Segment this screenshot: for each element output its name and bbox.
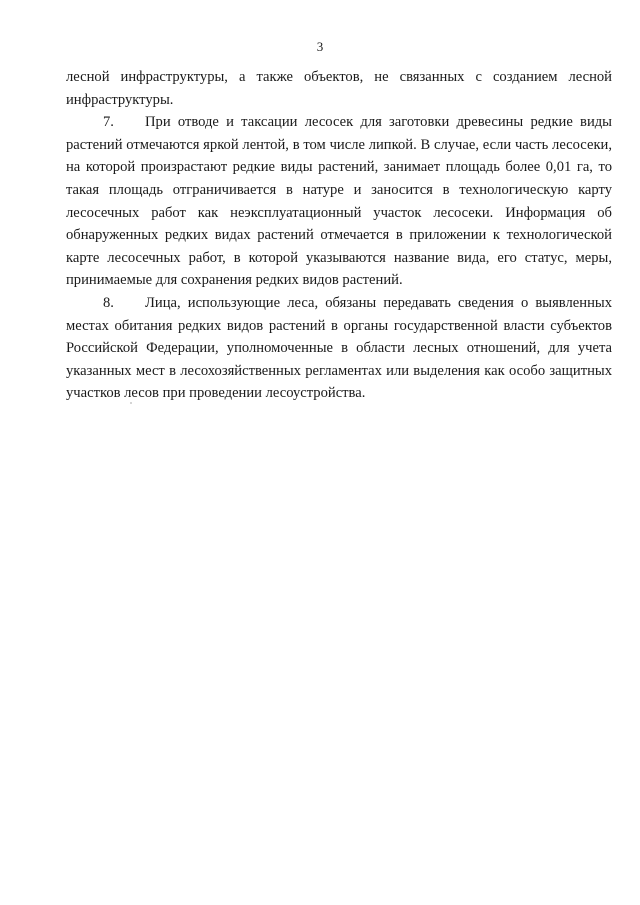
paragraph-8 — [66, 292, 612, 405]
paragraph-number: 8. — [103, 294, 114, 311]
scan-speck — [130, 402, 132, 404]
page-number: 3 — [316, 39, 324, 54]
paragraph-text: При отводе и таксации лесосек для заготовки древесины редкие виды растений отмечаются яркой лентой, в том числе липкой. В случае, если часть лесосеки, на которой произрастают редкие виды растений, занимает площадь более 0,01 га, то такая площадь отграничивается в натуре и заносится в технологическую карту лесосечных работ как неэксплуатационный участок лесосеки. Информация об обнаруженных редких видах растений отмечается в приложении к технологической карте лесосечных работ, в которой указываются название вида, его статус, меры, принимаемые для сохранения редких видов растений. — [66, 114, 612, 289]
paragraph-number: 7. — [103, 114, 114, 131]
paragraph-text: лесной инфраструктуры, а также объектов, не связанных с созданием лесной инфраструктуры. — [66, 69, 612, 108]
paragraph-7 — [66, 111, 612, 292]
paragraph-text: Лица, использующие леса, обязаны передавать сведения о выявленных местах обитания редких видов растений в органы государственной власти субъектов Российской Федерации, уполномоченные в области лесных отношений, для учета указанных мест в лесохозяйственных регламентах или выделения как особо защитных участков лесов при проведении лесоустройства. — [66, 294, 612, 402]
paragraph-continuation — [66, 66, 612, 111]
body-text — [66, 66, 612, 405]
